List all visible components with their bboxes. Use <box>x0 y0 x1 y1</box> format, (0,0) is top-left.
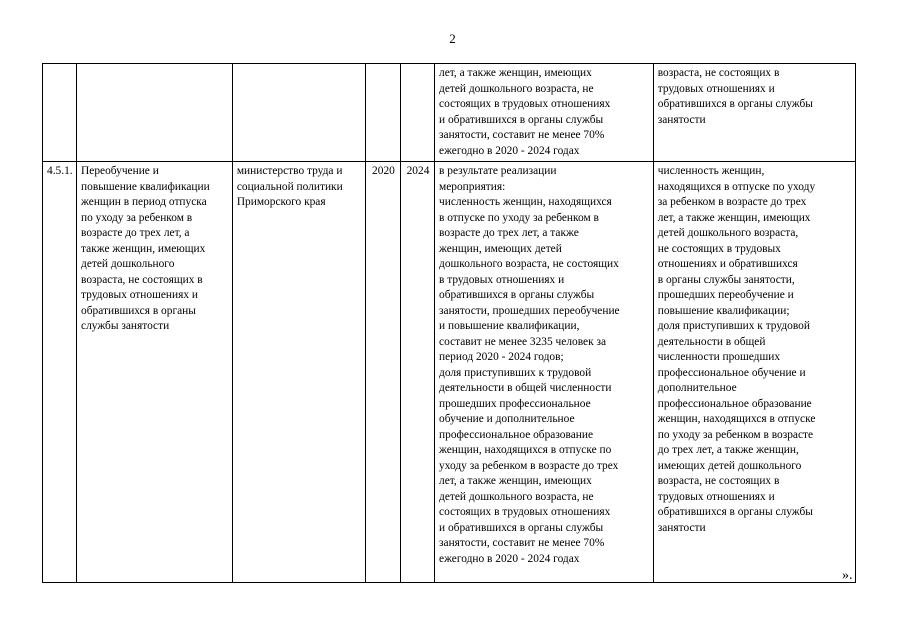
cell-event: Переобучение и повышение квалификации женщин в период отпуска по уходу за ребенком в возрасте до трех лет, а также женщин, имеющих детей дошкольного возраста, не состоящих в трудовых отношениях и обратившихся в органы службы занятости <box>77 162 233 583</box>
cell-end-year <box>400 64 434 162</box>
program-table <box>42 63 856 583</box>
cell-number <box>43 64 77 162</box>
closing-quote-mark: ». <box>842 568 853 583</box>
cell-event <box>77 64 233 162</box>
page-number: 2 <box>449 31 456 46</box>
cell-indicator: возраста, не состоящих в трудовых отношениях и обратившихся в органы службы занятости <box>653 64 855 162</box>
cell-expected-result: в результате реализации мероприятия: численность женщин, находящихся в отпуске по уходу за ребенком в возрасте до трех лет, а также женщин, имеющих детей дошкольного возраста, не состоящих в трудовых отношениях и обратившихся в органы службы занятости, прошедших переобучение и повышение квалификации, составит не менее 3235 человек за период 2020 - 2024 годов; доля приступивших к трудовой деятельности в общей численности прошедших профессиональное обучение и дополнительное профессиональное образование женщин, находящихся в отпуске по уходу за ребенком в возрасте до трех лет, а также женщин, имеющих детей дошкольного возраста, не состоящих в трудовых отношениях и обратившихся в органы службы занятости, составит не менее 70% ежегодно в 2020 - 2024 годах <box>435 162 654 583</box>
cell-executor: министерство труда и социальной политики Приморского края <box>232 162 365 583</box>
cell-start-year: 2020 <box>365 162 400 583</box>
cell-executor <box>232 64 365 162</box>
cell-end-year: 2024 <box>400 162 434 583</box>
cell-number: 4.5.1. <box>43 162 77 583</box>
table-row-continuation <box>43 64 856 162</box>
cell-start-year <box>365 64 400 162</box>
table-row-4-5-1 <box>43 162 856 583</box>
cell-indicator: численность женщин, находящихся в отпуске по уходу за ребенком в возрасте до трех лет, а также женщин, имеющих детей дошкольного возраста, не состоящих в трудовых отношениях и обратившихся в органы службы занятости, прошедших переобучение и повышение квалификации; доля приступивших к трудовой деятельности в общей численности прошедших профессиональное обучение и дополнительное профессиональное образование женщин, находящихся в отпуске по уходу за ребенком в возрасте до трех лет, а также женщин, имеющих детей дошкольного возраста, не состоящих в трудовых отношениях и обратившихся в органы службы занятости <box>653 162 855 583</box>
cell-expected-result: лет, а также женщин, имеющих детей дошкольного возраста, не состоящих в трудовых отношениях и обратившихся в органы службы занятости, составит не менее 70% ежегодно в 2020 - 2024 годах <box>435 64 654 162</box>
